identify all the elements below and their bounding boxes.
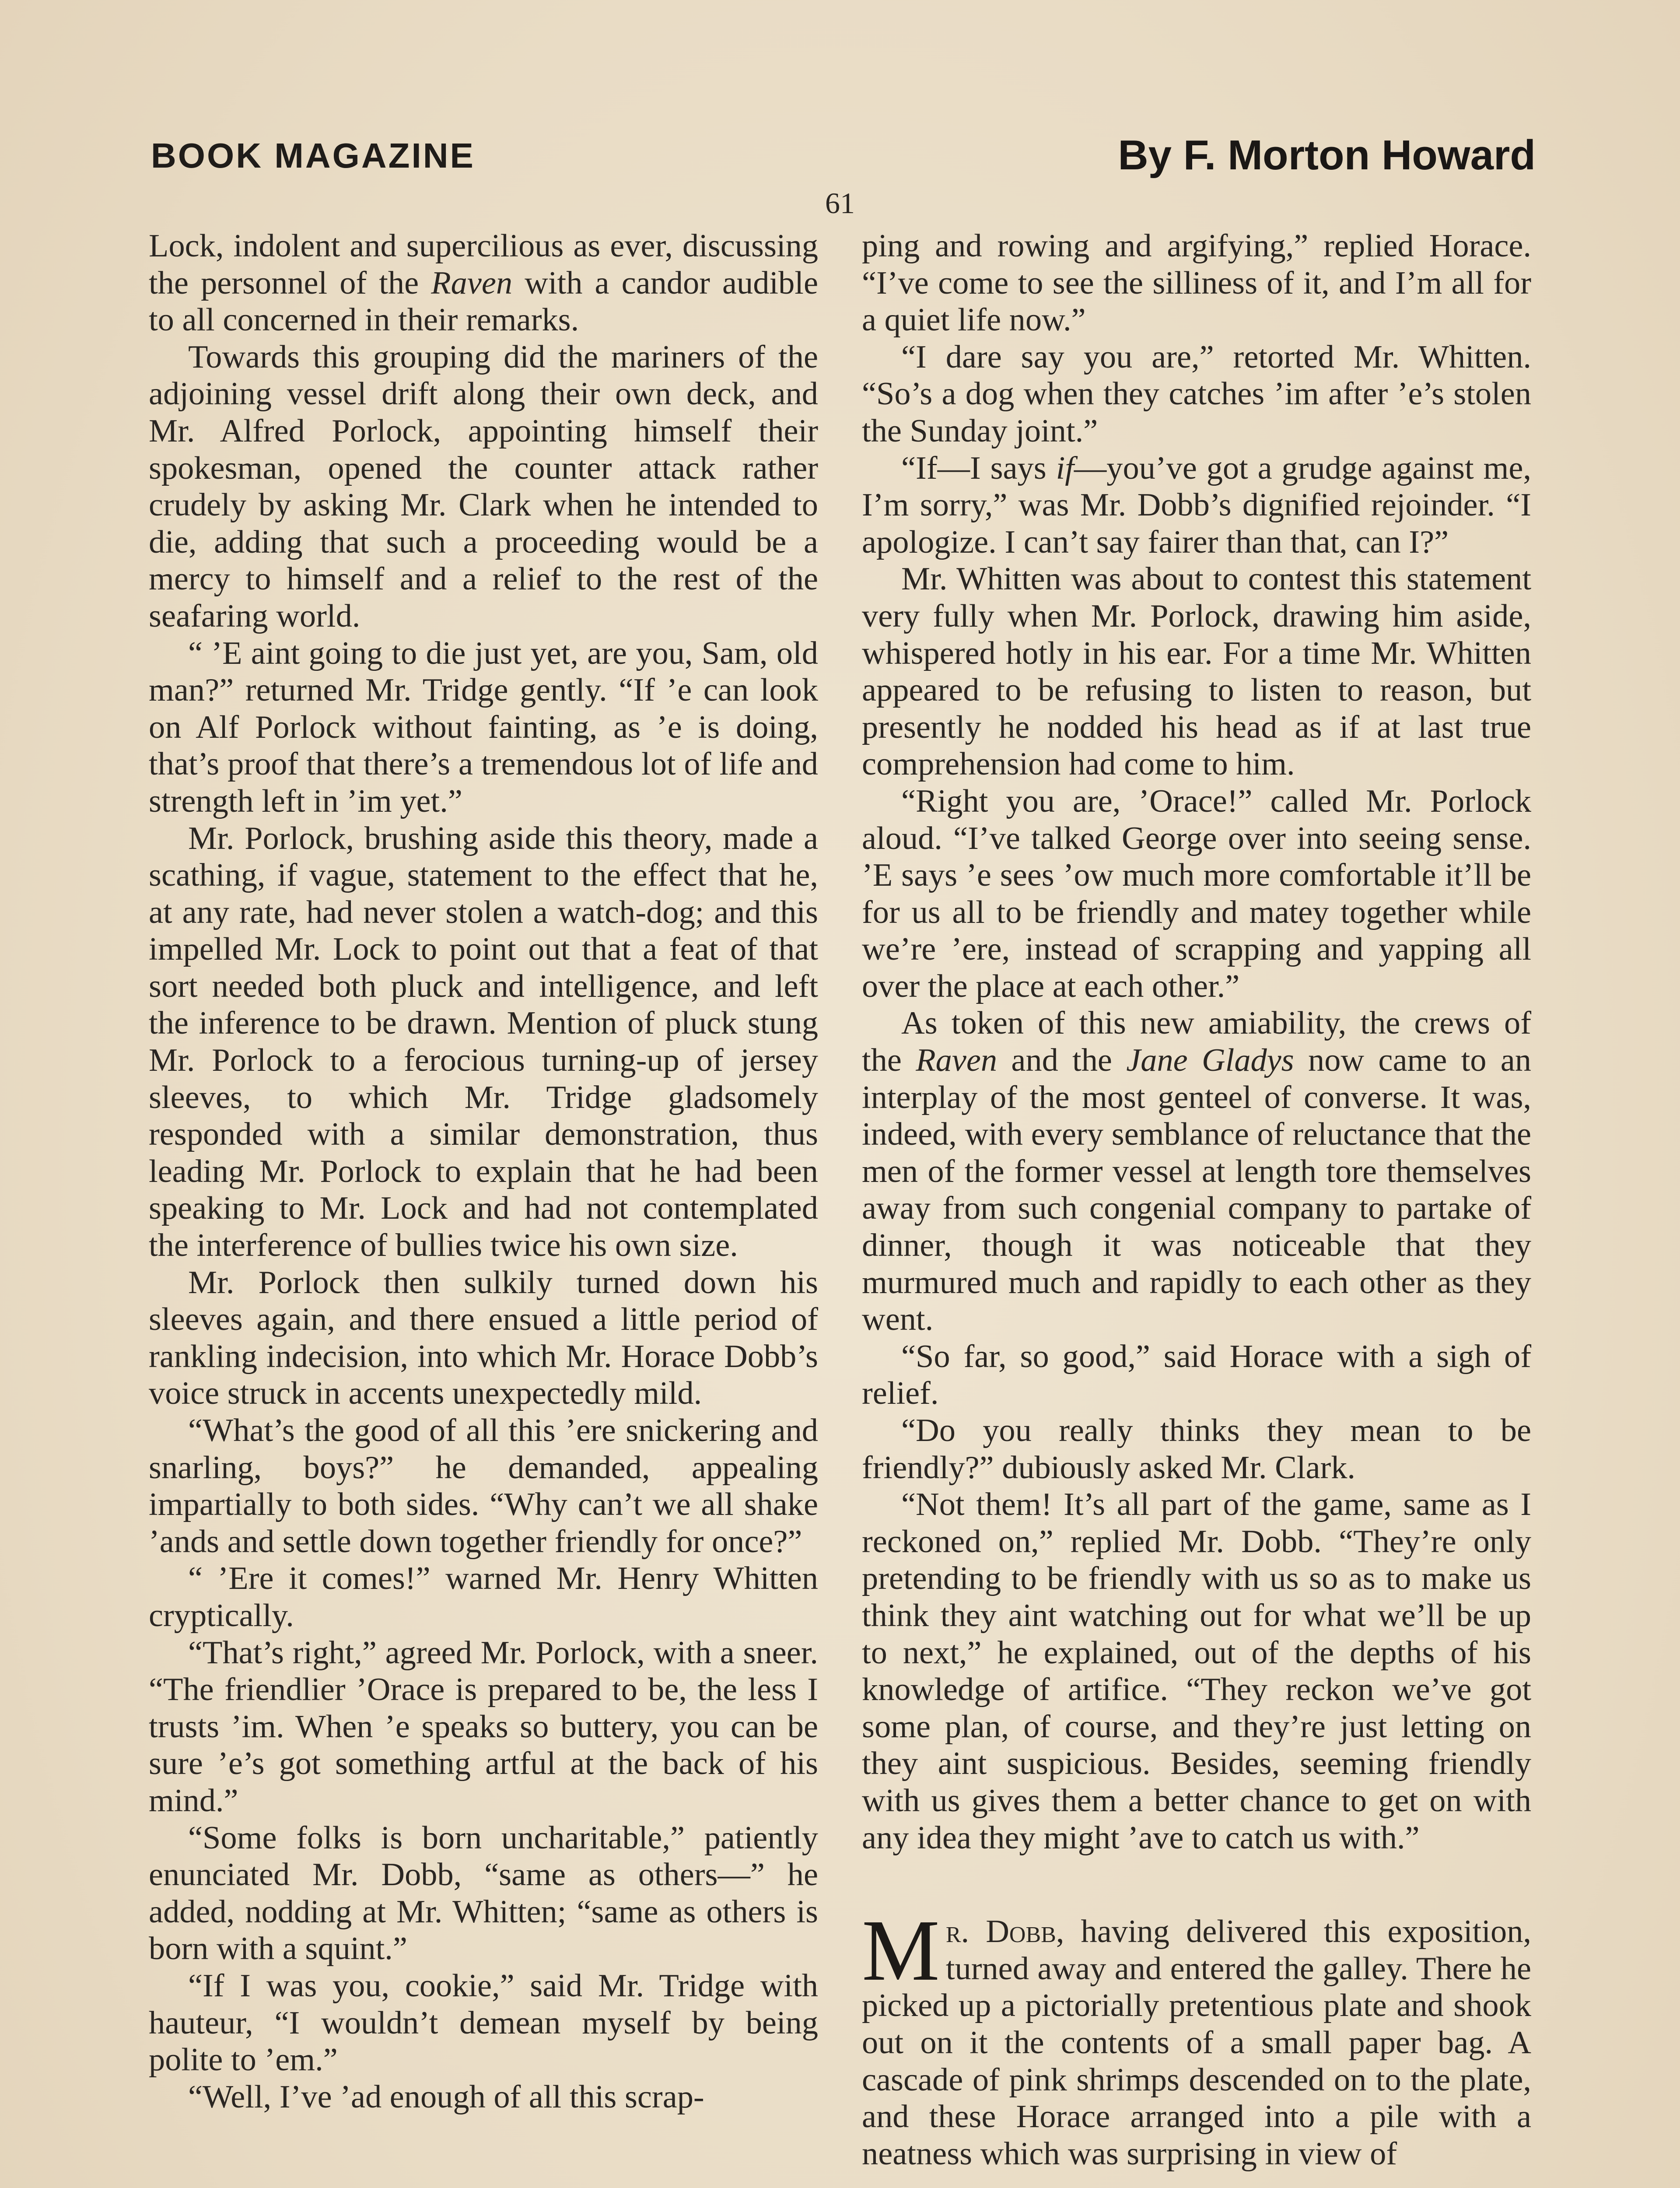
paragraph: “Do you really thinks they mean to be friendly?” dubiously asked Mr. Clark. [862,1413,1531,1486]
paragraph: “Right you are, ’Orace!” called Mr. Porlock aloud. “I’ve talked George over into seeing sense. ’E says ’e sees ’ow much more comfortable it’ll be for us all to be friendly and matey together while we’re ’ere, instead of scrapping and yapping all over the place at each other.” [862,783,1531,1004]
ship-name: Jane Gladys [1126,1042,1294,1079]
text-run: As token of this new amiability, the crews of the [862,1005,1531,1079]
emphasis: if [1056,450,1074,486]
paragraph: “If I was you, cookie,” said Mr. Tridge with hauteur, “I wouldn’t demean myself by being polite to ’em.” [149,1967,818,2078]
paragraph: “So far, so good,” said Horace with a sigh of relief. [862,1338,1531,1412]
text-run: with a candor audible to all concerned in their remarks. [149,265,818,338]
paragraph: “What’s the good of all this ’ere snickering and snarling, boys?” he demanded, appealing impartially to both sides. “Why can’t we all shake ’ands and settle down together friendly for once?” [149,1413,818,1560]
paragraph: Mr. Porlock then sulkily turned down his sleeves again, and there ensued a little period of rankling indecision, into which Mr. Horace Dobb’s voice struck in accents unexpectedly mild. [149,1264,818,1412]
author-byline: By F. Morton Howard [1118,132,1536,179]
paragraph [862,450,1531,561]
section-start-paragraph [862,1902,1532,2172]
paragraph: “Some folks is born uncharitable,” patiently enunciated Mr. Dobb, “same as others—” he added, nodding at Mr. Whitten; “same as others is born with a squint.” [149,1820,818,1967]
ship-name: Raven [431,265,513,301]
text-run: having delivered this exposition, turned away and entered the galley. There he picked up a pictorially pretentious plate and shook out on it the contents of a small paper bag. A cascade of pink shrimps descended on to the plate, and these Horace arranged into a pile with a neatness which was surprising in view of [862,1914,1532,2172]
paragraph: “Well, I’ve ’ad enough of all this scrap- [188,2079,704,2115]
paragraph: “ ’E aint going to die just yet, are you, Sam, old man?” returned Mr. Tridge gently. “If ’e can look on Alf Porlock without fainting, as ’e is doing, that’s proof that there’s a tremendous lot of life and strength left in ’im yet.” [149,635,818,819]
paragraph: ping and rowing and argifying,” replied Horace. “I’ve come to see the silliness of it, and I’m all for a quiet life now.” [862,228,1531,338]
paragraph: “ ’Ere it comes!” warned Mr. Henry Whitten cryptically. [149,1560,818,1634]
text-run: Lock, indolent and supercilious as ever, discussing the personnel of the [149,228,818,301]
paragraph [149,228,818,339]
text-run: and the [997,1042,1127,1079]
page-number: 61 [825,186,855,220]
left-column [149,228,818,2115]
paragraph [862,1005,1531,1338]
text-run: —you’ve got a grudge against me, I’m sorry,” was Mr. Dobb’s dignified rejoinder. “I apologize. I can’t say fairer than that, can I?” [862,450,1531,560]
text-run: “If—I says [901,450,1056,486]
paragraph: Mr. Porlock, brushing aside this theory, made a scathing, if vague, statement to the effect that he, at any rate, had never stolen a watch-dog; and this impelled Mr. Lock to point out that a feat of that sort needed both pluck and intelligence, and left the inference to be drawn. Mention of pluck stung Mr. Porlock to a ferocious turning-up of jersey sleeves, to which Mr. Tridge gladsomely responded with a similar demonstration, thus leading Mr. Porlock to explain that he had been speaking to Mr. Lock and had not contemplated the interference of bullies twice his own size. [149,820,818,1264]
right-column [862,228,1531,2172]
paragraph: “Not them! It’s all part of the game, same as I reckoned on,” replied Mr. Dobb. “They’re only pretending to be friendly with us so as to make us think they aint watching out for what we’ll be up to next,” he explained, out of the depths of his knowledge of artifice. “They reckon we’ve got some plan, of course, and they’re just letting on they aint suspicious. Besides, seeming friendly with us gives them a better chance to get on with any idea they might ’ave to catch us with.” [862,1487,1531,1856]
drop-cap: M [862,1902,940,1999]
paragraph: “That’s right,” agreed Mr. Porlock, with a sneer. “The friendlier ’Orace is prepared to be, the less I trusts ’im. When ’e speaks so buttery, you can be sure ’e’s got something artful at the back of his mind.” [149,1634,818,1819]
magazine-title: BOOK MAGAZINE [151,136,475,175]
small-caps-lead: r. Dobb, [945,1914,1064,1950]
text-run: now came to an interplay of the most genteel of converse. It was, indeed, with every semblance of reluctance that the men of the former vessel at length tore themselves away from such congenial company to partake of dinner, though it was noticeable that they murmured much and rapidly to each other as they went. [862,1042,1532,1338]
page-header [151,131,1536,179]
paragraph: “I dare say you are,” retorted Mr. Whitten. “So’s a dog when they catches ’im after ’e’s stolen the Sunday joint.” [862,339,1531,449]
paragraph: Mr. Whitten was about to contest this statement very fully when Mr. Porlock, drawing him aside, whispered hotly in his ear. For a time Mr. Whitten appeared to be refusing to listen to reason, but presently he nodded his head as if at last true comprehension had come to him. [862,561,1531,782]
ship-name: Raven [916,1042,998,1079]
paragraph: Towards this grouping did the mariners of the adjoining vessel drift along their own deck, and Mr. Alfred Porlock, appointing himself their spokesman, opened the counter attack rather crudely by asking Mr. Clark when he intended to die, adding that such a proceeding would be a mercy to himself and a relief to the rest of the seafaring world. [149,339,818,634]
